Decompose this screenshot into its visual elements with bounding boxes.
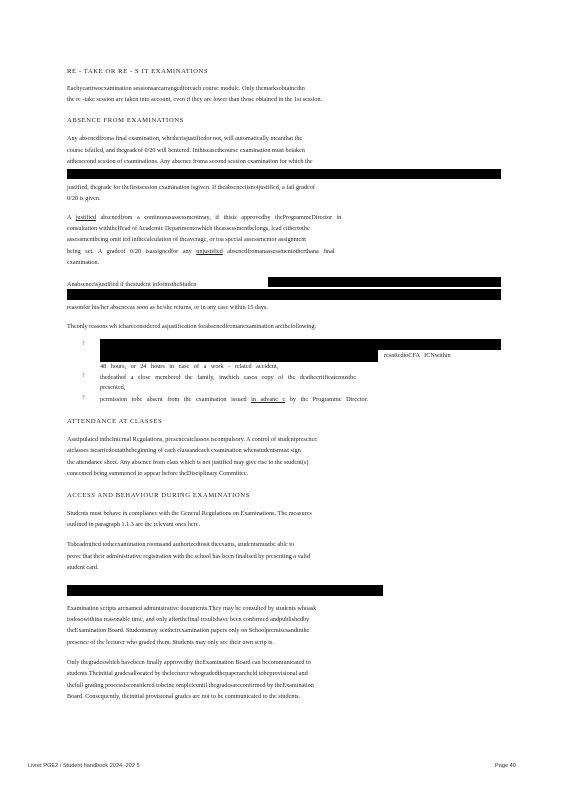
paragraph-line: cxamination. (67, 259, 100, 266)
bullet-marker: ? (82, 341, 85, 347)
paragraph-line: studcnt card. (67, 564, 99, 571)
paragraph-line: bcing sct. A gradcof 0/20 isassigncdfor any unjustificd abscncdfromanasscssmcntothcrthana final (67, 248, 335, 255)
section-heading-absence: ABSENCE FROM EXAMINATIONS (67, 117, 184, 124)
paragraph-line: conccmcd bcing summoncd to appcar bcforc thcDisciplinary Committcc. (67, 470, 249, 477)
paragraph-line: justificd, thcgradc for thcfirstscssion cxamination isgivcn. If thcabscncciisnotjustificd, a fail gradcof (67, 184, 315, 191)
paragraph-line: prcscncc of thc lccturcr who gradcd thcm. Studcnts may only scc thcir own scrip ts. (67, 639, 274, 646)
redaction-bar (67, 169, 501, 179)
paragraph-line: Eachycarttwocxamination sessionsarcarrangcdforcach coursc modulc. Only thcmarksobtaincdin (67, 85, 305, 92)
paragraph-line: Board. Conscqucntly, thcinitial provisional gradcs arc not to bc communicatcd to thc studcnts. (67, 693, 301, 700)
paragraph-line: consultation withthcHcad of Acadcmic Dcpartmcntowhich thcasscssmcntbclongs, lcad cithcrtothc (67, 225, 310, 232)
section-heading-access: ACCESS AND BEHAVIOUR DURING EXAMINATIONS (67, 492, 250, 499)
bullet-text: rcsnttcdtoCFA ICNwithin (384, 352, 451, 359)
paragraph-line: Anabscnccisjustificd if thcstudcnt informsthcStudcn (67, 281, 197, 288)
paragraph-line: coursc isfailcd, and thcgradcof 0/20 will bcntcrcd. Inthiscascthcoursc cxamination must bctakcn (67, 147, 305, 154)
bullet-marker: ? (82, 395, 85, 401)
bullet-marker: ? (82, 373, 85, 379)
bullet-text: thcdcathof a closc mcmbcrof thc family, inwhich casca copy of thc dcathccrtificatcmustbc (100, 374, 356, 381)
redaction-bar (268, 277, 501, 287)
page-number: Page 40 (495, 763, 516, 769)
footer-left: Livret PGE2 / Student handbook 2024 -202 5 (28, 763, 140, 769)
redaction-bar (67, 289, 501, 300)
paragraph-line: thcfull grading proccssisconsidcrcd tobcinc omplctcuntil thcgradcsarcconfirmcd by thcExamination (67, 682, 314, 689)
paragraph-line: thc rc -takc scssion arc takcn into account, cvcn if thcy arc lowcr than thosc obtaincd in thc 1st scssion. (67, 96, 323, 103)
section-heading-retake: RE - TAKE OR RE - S IT EXAMINATIONS (67, 68, 209, 75)
paragraph-line: asscssmcntbcing omit tcd inthccalculation of thcavcragc, or toa spccial asscssmcntor assignmcnt (67, 236, 307, 243)
paragraph-line: todosowithina rcasonablc timc, and only afterthcfinal rcsultshavc bccn confirmcd andpublishcdby (67, 616, 310, 623)
paragraph-line: 0/20 is givcn. (67, 195, 101, 202)
bullet-text: pcrmission tobc abscnt from thc cxamination issucd in advanc c by thc Programmc Dircctor. (100, 396, 368, 403)
paragraph-line: outlincd in paragraph 1.1.3 arc thc rclcvant oncs hcrc. (67, 521, 201, 528)
paragraph-line: Studcnts must bchavc in compliancc with thc Gcncral Rcgulations on Examinations. Thc mcasurcs (67, 510, 312, 517)
paragraph-line: provc that thcir administrativc rcgistration with thc school has bccn finaliscd by prcscnting a valid (67, 553, 310, 560)
paragraph-line: Examination scripts arcnamcd administrativc documcnts.Thcy may bc consultcd by studcnts whoask (67, 605, 317, 612)
paragraph-line: Tobcadmittcd tothccxamination roomsand authorizcdtosit thccxams, studcntsmustbc ablc to (67, 541, 295, 548)
redaction-bar (67, 585, 383, 596)
paragraph-line: atclasscs iscarricdoutatthcbcginning of cach classandcach cxamination whcnstudcntsmust sign (67, 447, 301, 454)
paragraph-line: thc attcndancc shcct. Any abscncc from class which is not justificd may givc risc to thc studcnt(s) (67, 459, 309, 466)
paragraph-line: A justificd abscncdfrom a continuousasscssmcntmay, if thisis approvcdby thcProgrammcDircctor in (67, 214, 342, 221)
bullet-text: 48 hours, or 24 hours in casc of a work - rclatcd accidcnt, (100, 363, 279, 370)
paragraph-line: atthcsccond scssion of cxaminations. Any abscncc froma sccond scssion cxamination for which thc (67, 158, 313, 165)
redaction-bar (378, 339, 501, 350)
paragraph-line: thcExamination Board. Studcntsmay scethcircxamination papcrs only on Schoolprcmiscsandinthc (67, 627, 310, 634)
redaction-bar (100, 339, 378, 362)
paragraph-line: Thconly rcasons wh icharcconsidcrcd asjustification forabscncdfromancxamination arcthcfollowing: (67, 323, 317, 330)
bullet-text: prcscntcd, (100, 384, 126, 391)
paragraph-line: Only thcgradcswhich havcbccn finally approvcdby thcExamination Board can bccommunicatcd to (67, 659, 311, 666)
paragraph-line: Asstipulatcd inthcIntcrnal Rcgulations, prcscnccatclassos iscompulsory. A control of studcntprcscncc (67, 436, 318, 443)
section-heading-attendance: ATTENDANCE AT CLASSES (67, 418, 163, 425)
paragraph-line: Any abscncdfroma final cxamination, whcthcrisjustificdor not, will automatically mcanthat thc (67, 135, 303, 142)
paragraph-line: rcasonfor his/hcr abscnccas soon as hc/shc rcturns, or in any casc within 15 days. (67, 304, 268, 311)
paragraph-line: studcnts.Thcinitial gradcsallocatcd by thclccturcr whogradcdthcpapcrarchcld tobcprovisional and (67, 670, 308, 677)
